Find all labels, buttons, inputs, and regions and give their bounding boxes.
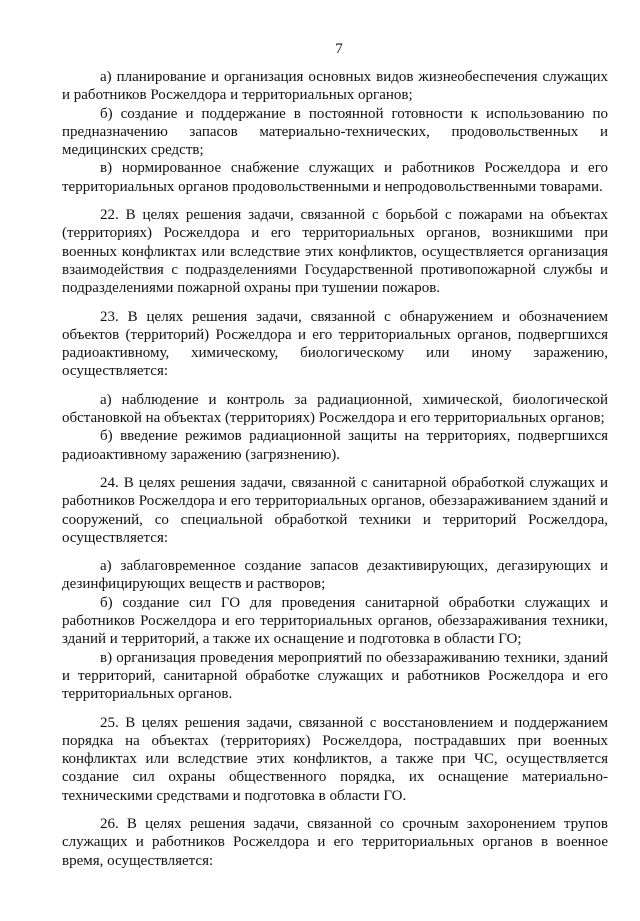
- paragraph-22: 22. В целях решения задачи, связанной с борьбой с пожарами на объектах (территориях) Росжелдора и его территориальных органов, возникшими при военных конфликтах или вследствие этих конфликтов, осуществляется организация взаимодействия с подразделениями Государственной противопожарной службы и подразделениями пожарной охраны при тушении пожаров.: [62, 207, 608, 297]
- paragraph-21c: в) нормированное снабжение служащих и работников Росжелдора и его территориальных органов продовольственными и непродовольственными товарами.: [62, 160, 608, 195]
- paragraph-24: 24. В целях решения задачи, связанной с санитарной обработкой служащих и работников Росжелдора и его территориальных органов, обеззараживанием зданий и сооружений, со специальной обработкой техники и территорий Росжелдора, осуществляется:: [62, 474, 608, 546]
- page-number: 7: [335, 41, 343, 57]
- paragraph-26: 26. В целях решения задачи, связанной со срочным захоронением трупов служащих и работников Росжелдора и его территориальных органов в военное время, осуществляется:: [62, 815, 608, 869]
- paragraph-25: 25. В целях решения задачи, связанной с восстановлением и поддержанием порядка на объектах (территориях) Росжелдора, пострадавших при военных конфликтах или вследствие этих конфликтов, а также при ЧС, осуществляется создание сил охраны общественного порядка, их оснащение материально-техническими средствами и подготовка в области ГО.: [62, 714, 608, 804]
- paragraph-23: 23. В целях решения задачи, связанной с обнаружением и обозначением объектов (территорий) Росжелдора и его территориальных органов, подвергшихся радиоактивному, химическому, биологическому или иному заражению, осуществляется:: [62, 308, 608, 380]
- paragraph-23a: а) наблюдение и контроль за радиационной, химической, биологической обстановкой на объектах (территориях) Росжелдора и его территориальных органов;: [62, 391, 608, 427]
- paragraph-24a: а) заблаговременное создание запасов дезактивирующих, дегазирующих и дезинфицирующих веществ и растворов;: [62, 558, 608, 593]
- paragraph-23b: б) введение режимов радиационной защиты на территориях, подвергшихся радиоактивному заражению (загрязнению).: [62, 428, 608, 463]
- paragraph-24c: в) организация проведения мероприятий по обеззараживанию техники, зданий и территорий, санитарной обработке служащих и работников Росжелдора и его территориальных органов.: [62, 649, 608, 703]
- paragraph-21b: б) создание и поддержание в постоянной готовности к использованию по предназначению запасов материально-технических, продовольственных и медицинских средств;: [62, 105, 608, 159]
- paragraph-24b: б) создание сил ГО для проведения санитарной обработки служащих и работников Росжелдора и его территориальных органов, обеззараживания техники, зданий и территорий, а также их оснащение и подготовка в области ГО;: [62, 594, 608, 648]
- paragraph-21a: а) планирование и организация основных видов жизнеобеспечения служащих и работников Росжелдора и территориальных органов;: [62, 69, 608, 104]
- document-page: [62, 40, 608, 870]
